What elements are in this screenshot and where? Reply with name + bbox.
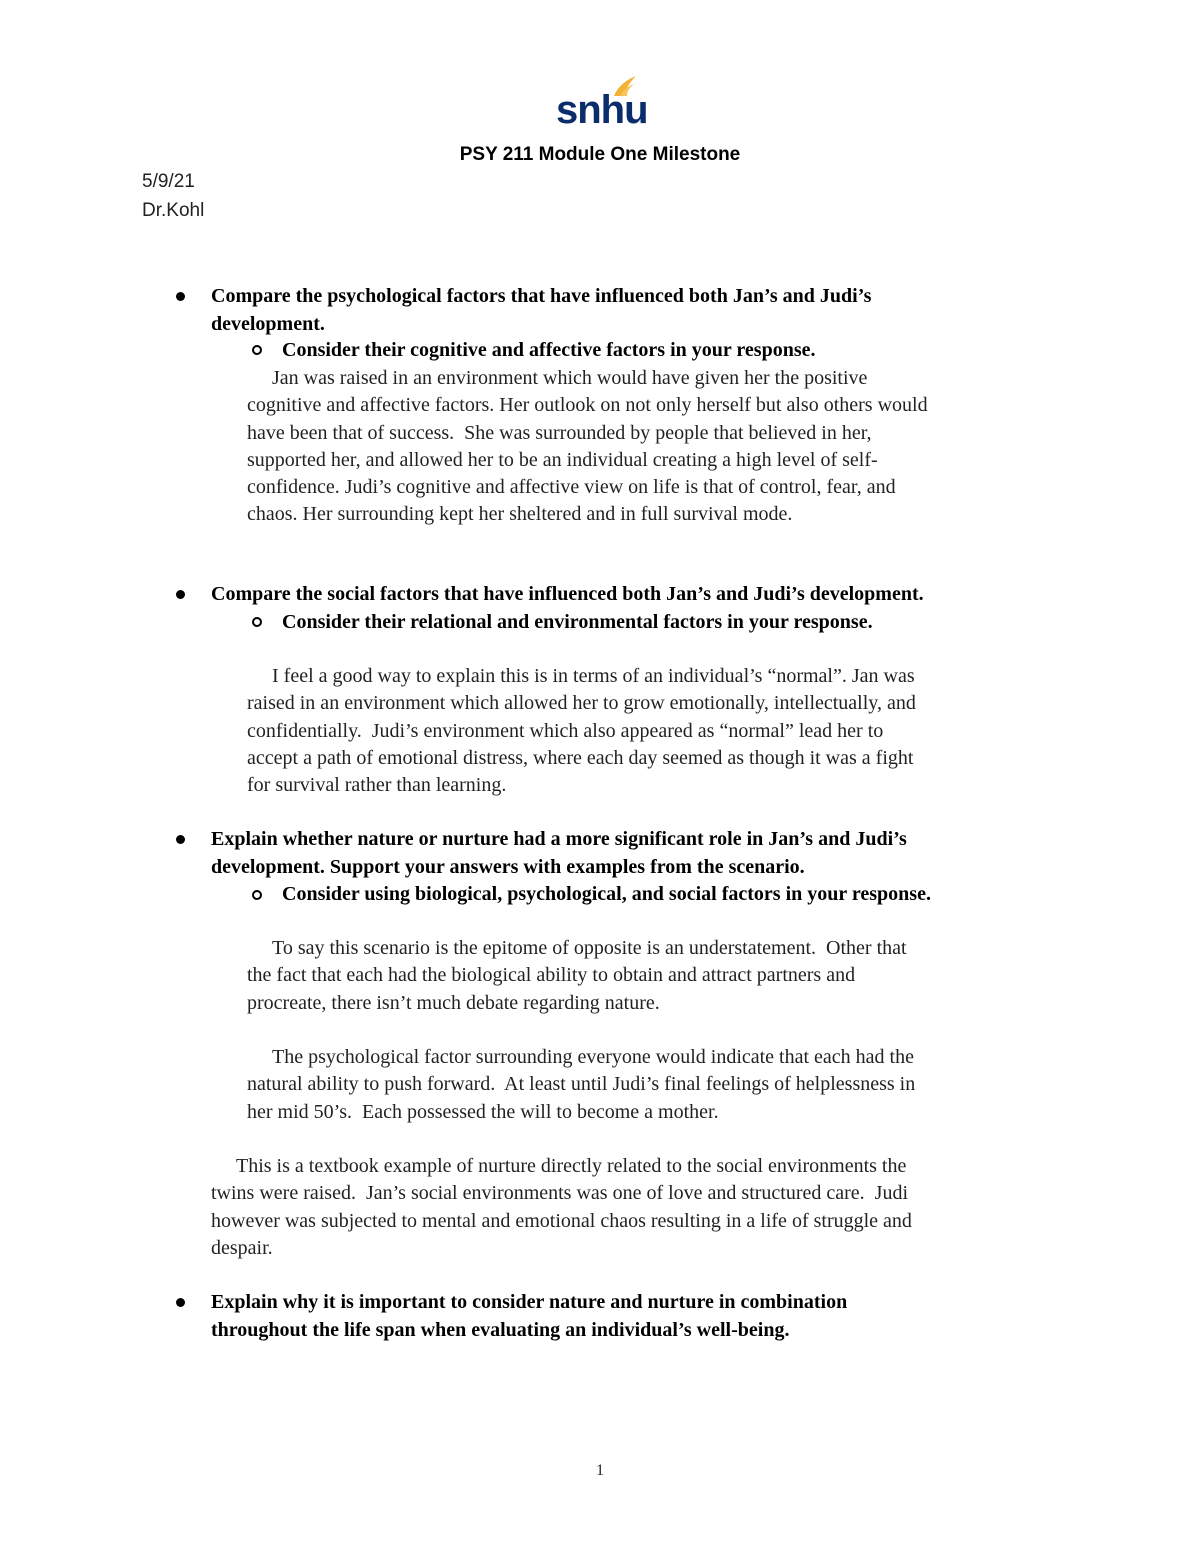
- bullet-icon: [176, 292, 185, 301]
- answer-2-paragraph-1: I feel a good way to explain this is in terms of an individual’s “normal”. Jan was raised in an environment which allowed her to grow emotionally, intellectually, and confidentially. Judi’s environment which also appeared as “normal” lead her to accept a path of emotional distress, where each day seemed as though it was a fight for survival rather than learning.: [247, 665, 916, 797]
- answer-3-paragraph-2: The psychological factor surrounding everyone would indicate that each had the natural ability to push forward. At least until Judi’s final feelings of helplessness in her mid 50’s. Each possessed the will to become a mother.: [247, 1046, 916, 1123]
- question-1: Compare the psychological factors that have influenced both Jan’s and Judi’s development.: [211, 285, 872, 335]
- answer-3-paragraph-1: To say this scenario is the epitome of opposite is an understatement. Other that the fact that each had the biological ability to obtain and attract partners and procreate, there isn’t much debate regarding nature.: [247, 937, 907, 1014]
- bullet-icon: [176, 1298, 185, 1307]
- instructor-text: Dr.Kohl: [142, 200, 205, 221]
- date-text: 5/9/21: [142, 171, 195, 192]
- answer-3-paragraph-3: This is a textbook example of nurture directly related to the social environments the twins were raised. Jan’s social environments was one of love and structured care. Judi however was subjected to mental and emotional chaos resulting in a life of struggle and despair.: [211, 1155, 912, 1259]
- sub-bullet-icon: [252, 890, 262, 900]
- bullet-icon: [176, 835, 185, 844]
- question-3: Explain whether nature or nurture had a more significant role in Jan’s and Judi’s development. Support your answers with examples from the scenario.: [211, 828, 907, 878]
- page-title: PSY 211 Module One Milestone: [459, 144, 741, 165]
- sub-bullet-icon: [252, 345, 262, 355]
- question-4: Explain why it is important to consider nature and nurture in combination throughout the life span when evaluating an individual’s well-being.: [211, 1291, 848, 1341]
- sub-bullet-icon: [252, 617, 262, 627]
- subquestion-2: Consider their relational and environmental factors in your response.: [282, 611, 873, 633]
- page-number: 1: [596, 1462, 604, 1479]
- subquestion-1: Consider their cognitive and affective factors in your response.: [282, 339, 816, 361]
- snhu-logo: [556, 74, 648, 132]
- logo-text: snhu: [556, 88, 648, 132]
- bullet-icon: [176, 590, 185, 599]
- subquestion-3: Consider using biological, psychological, and social factors in your response.: [282, 883, 931, 905]
- answer-1-paragraph-1: Jan was raised in an environment which would have given her the positive cognitive and affective factors. Her outlook on not only herself but also others would have been that of success. She was surrounded by people that believed in her, supported her, and allowed her to be an individual creating a high level of self- confidence. Judi’s cognitive and affective view on life is that of control, fear, and chaos. Her surrounding kept her sheltered and in full survival mode.: [247, 367, 928, 526]
- question-2: Compare the social factors that have influenced both Jan’s and Judi’s development.: [211, 583, 924, 605]
